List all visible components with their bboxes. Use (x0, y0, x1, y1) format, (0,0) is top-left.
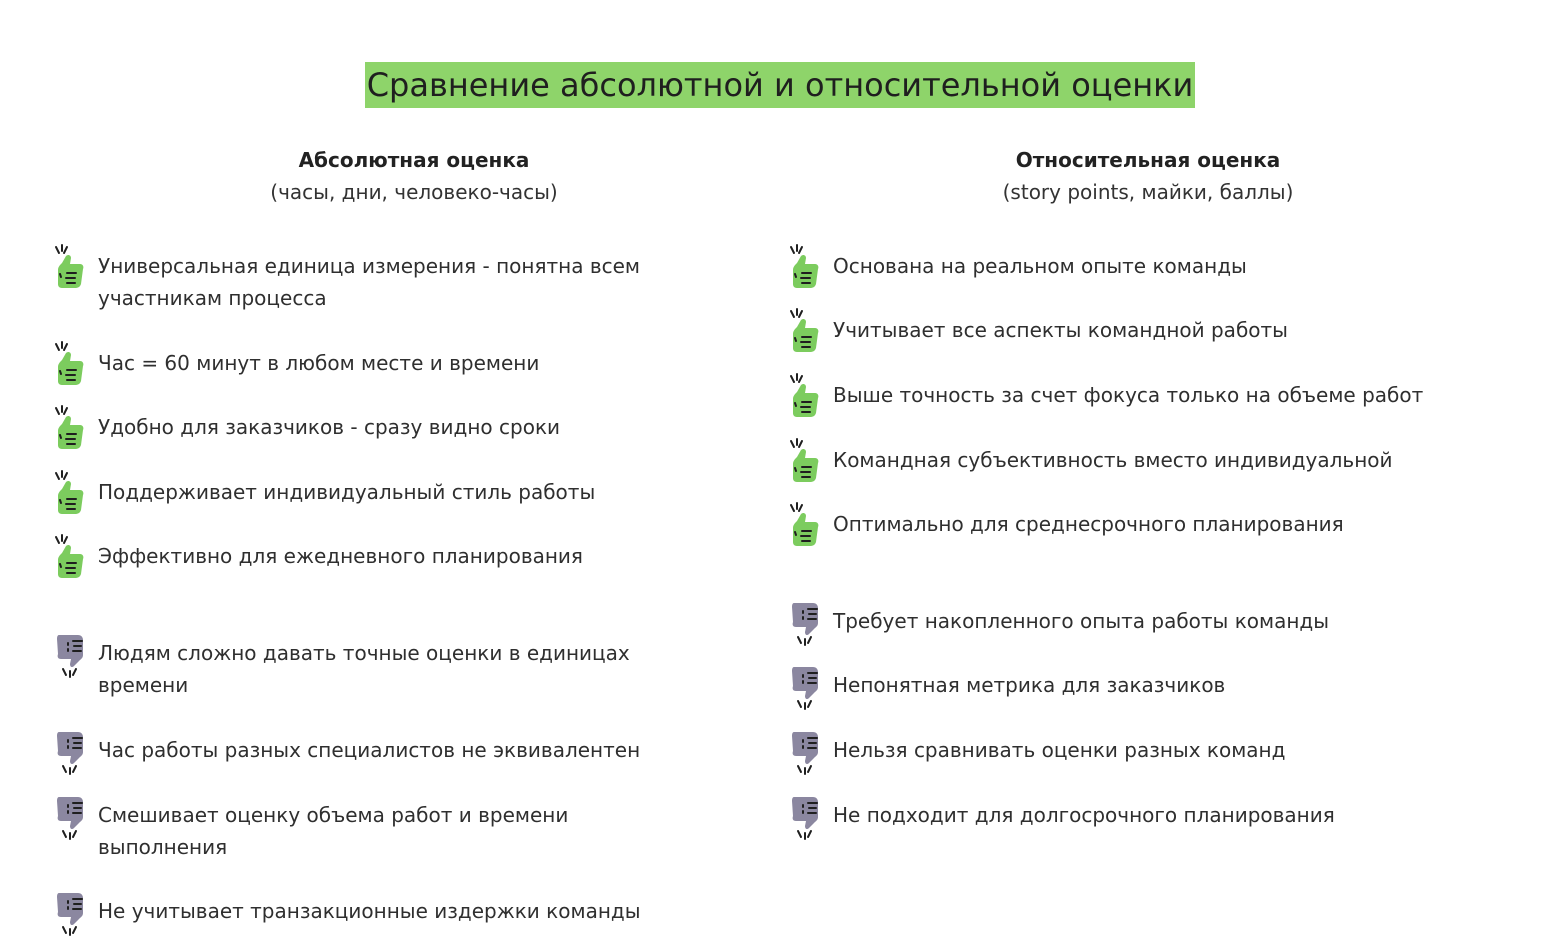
thumbs-down-icon (785, 728, 825, 776)
item-text: Выше точность за счет фокуса только на объеме работ (833, 383, 1424, 407)
item-text: Поддерживает индивидуальный стиль работы (98, 480, 596, 504)
con-item (785, 799, 1513, 841)
item-text: Час работы разных специалистов не эквивалентен (98, 738, 641, 762)
pro-item (50, 347, 698, 389)
pro-item (50, 250, 688, 314)
pro-item (785, 508, 1513, 550)
thumbs-up-icon (785, 502, 825, 550)
thumbs-up-icon (50, 341, 90, 389)
item-text: Людям сложно давать точные оценки в единицах времени (98, 641, 630, 697)
con-item (50, 799, 638, 863)
item-text: Оптимально для среднесрочного планирования (833, 512, 1344, 536)
con-item (785, 734, 1513, 776)
item-text: Не учитывает транзакционные издержки команды (98, 899, 641, 923)
item-text: Удобно для заказчиков - сразу видно сроки (98, 415, 561, 439)
con-item (50, 637, 678, 701)
item-text: Эффективно для ежедневного планирования (98, 544, 583, 568)
thumbs-down-icon (785, 663, 825, 711)
title-wrap (0, 62, 1560, 108)
thumbs-down-icon (50, 728, 90, 776)
thumbs-down-icon (50, 631, 90, 679)
pro-item (50, 476, 698, 518)
item-text: Не подходит для долгосрочного планирования (833, 803, 1335, 827)
thumbs-up-icon (50, 534, 90, 582)
column-header-relative (868, 144, 1428, 208)
thumbs-down-icon (50, 793, 90, 841)
item-text: Нельзя сравнивать оценки разных команд (833, 738, 1286, 762)
item-text: Час = 60 минут в любом месте и времени (98, 351, 540, 375)
pro-item (50, 540, 698, 582)
column-subheading: (часы, дни, человеко-часы) (270, 180, 558, 204)
thumbs-down-icon (50, 889, 90, 937)
pro-item (50, 411, 698, 453)
page-title: Сравнение абсолютной и относительной оценки (365, 62, 1196, 108)
item-text: Учитывает все аспекты командной работы (833, 318, 1288, 342)
thumbs-up-icon (50, 244, 90, 292)
pro-item (785, 314, 1513, 356)
column-heading: Абсолютная оценка (298, 148, 530, 172)
item-text: Смешивает оценку объема работ и времени выполнения (98, 803, 569, 859)
thumbs-down-icon (785, 599, 825, 647)
thumbs-up-icon (785, 438, 825, 486)
thumbs-up-icon (785, 373, 825, 421)
con-item (785, 605, 1513, 647)
item-text: Основана на реальном опыте команды (833, 254, 1247, 278)
column-header-absolute (134, 144, 694, 208)
con-item (50, 895, 698, 937)
thumbs-up-icon (50, 405, 90, 453)
con-item (50, 734, 698, 776)
con-item (785, 669, 1513, 711)
pro-item (785, 379, 1533, 421)
column-subheading: (story points, майки, баллы) (1002, 180, 1294, 204)
thumbs-up-icon (50, 470, 90, 518)
item-text: Непонятная метрика для заказчиков (833, 673, 1226, 697)
column-heading: Относительная оценка (1015, 148, 1281, 172)
thumbs-up-icon (785, 244, 825, 292)
item-text: Требует накопленного опыта работы команды (833, 609, 1330, 633)
item-text: Универсальная единица измерения - понятна всем участникам процесса (98, 254, 641, 310)
thumbs-down-icon (785, 793, 825, 841)
pro-item (785, 250, 1513, 292)
thumbs-up-icon (785, 308, 825, 356)
pro-item (785, 444, 1533, 486)
item-text: Командная субъективность вместо индивидуальной (833, 448, 1393, 472)
